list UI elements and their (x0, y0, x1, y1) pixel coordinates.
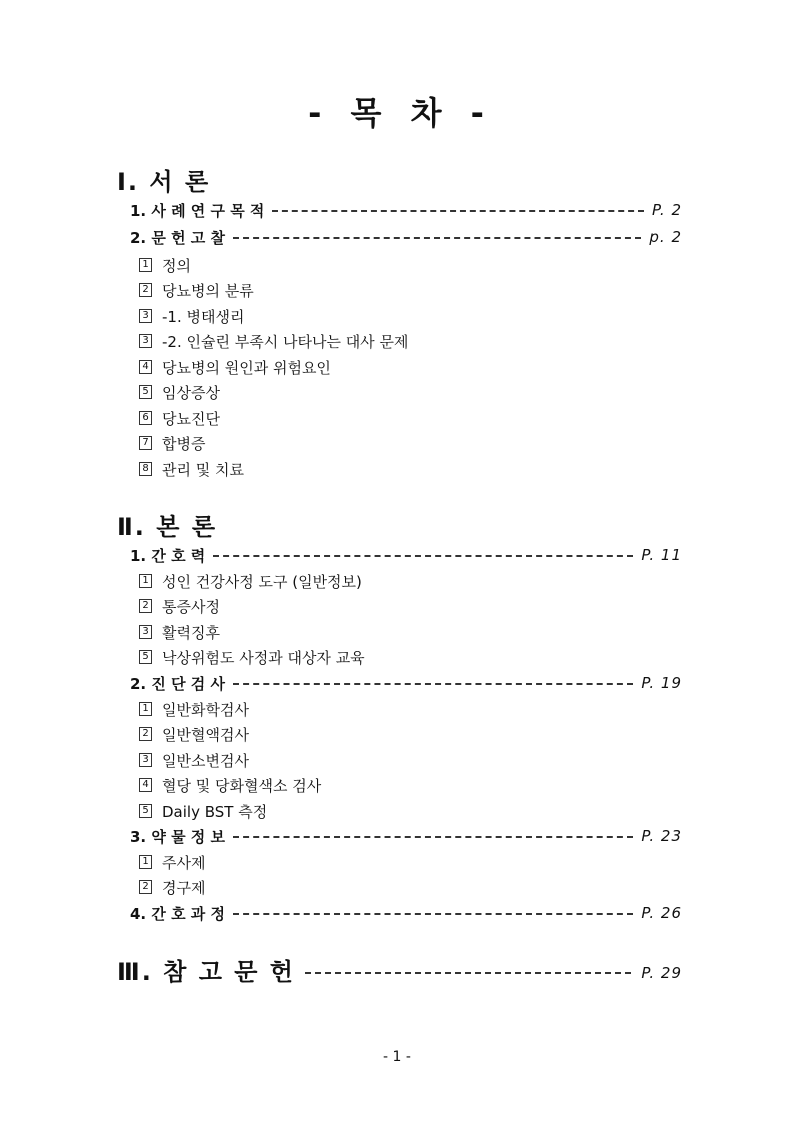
toc-subentry[interactable] (139, 698, 249, 720)
toc-entry-label: 3. 약 물 정 보 (130, 827, 225, 846)
toc-subentry[interactable] (139, 356, 331, 378)
toc-entry-label: 1. 사 례 연 구 목 적 (130, 201, 265, 220)
toc-subentry[interactable] (139, 570, 362, 592)
section-heading-main: Ⅱ. 본 론 (117, 513, 218, 541)
toc-subentry[interactable] (139, 330, 408, 352)
number-box: 1 (139, 258, 152, 272)
toc-subentry[interactable] (139, 254, 191, 276)
toc-subentry-label: 혈당 및 당화혈색소 검사 (162, 776, 322, 795)
toc-entry-page: P. 26 (641, 904, 682, 922)
toc-entry-page: P. 19 (641, 674, 682, 692)
toc-subentry-label: 일반혈액검사 (162, 725, 249, 744)
number-box: 6 (139, 411, 152, 425)
number-box: 7 (139, 436, 152, 450)
toc-subentry-label: 주사제 (162, 853, 206, 872)
toc-entry[interactable] (130, 901, 682, 925)
toc-entry-page: p. 2 (649, 228, 682, 246)
toc-subentry[interactable] (139, 800, 267, 822)
number-box: 4 (139, 360, 152, 374)
toc-entry[interactable] (130, 543, 682, 567)
toc-subentry[interactable] (139, 381, 220, 403)
number-box: 3 (139, 309, 152, 323)
toc-entry[interactable] (130, 198, 682, 222)
toc-subentry-label: 관리 및 치료 (162, 460, 244, 479)
toc-subentry-label: 당뇨진단 (162, 409, 220, 428)
toc-entry-page: P. 29 (641, 964, 682, 982)
toc-subentry-label: 임상증상 (162, 383, 220, 402)
number-box: 1 (139, 702, 152, 716)
number-box: 1 (139, 855, 152, 869)
number-box: 3 (139, 625, 152, 639)
toc-subentry[interactable] (139, 305, 244, 327)
toc-subentry[interactable] (139, 723, 249, 745)
number-box: 2 (139, 283, 152, 297)
toc-entry[interactable] (130, 824, 682, 848)
toc-subentry[interactable] (139, 458, 244, 480)
toc-subentry[interactable] (139, 279, 254, 301)
toc-subentry-label: 성인 건강사정 도구 (일반정보) (162, 572, 362, 591)
number-box: 5 (139, 804, 152, 818)
section-heading-references: Ⅲ. 참 고 문 헌 (117, 957, 295, 986)
toc-subentry[interactable] (139, 646, 365, 668)
section-heading-intro: Ⅰ. 서 론 (117, 168, 211, 196)
number-box: 2 (139, 880, 152, 894)
toc-entry[interactable] (130, 225, 682, 249)
toc-entry-label: 1. 간 호 력 (130, 546, 206, 565)
toc-subentry-label: -1. 병태생리 (162, 307, 245, 326)
toc-subentry-label: 일반화학검사 (162, 700, 249, 719)
toc-subentry-label: 당뇨병의 원인과 위험요인 (162, 358, 331, 377)
toc-entry-references[interactable] (117, 954, 682, 984)
number-box: 3 (139, 334, 152, 348)
leader-dots (213, 555, 633, 557)
toc-subentry-label: 통증사정 (162, 597, 220, 616)
toc-entry-label: 4. 간 호 과 정 (130, 904, 225, 923)
leader-dots (233, 836, 633, 838)
number-box: 1 (139, 574, 152, 588)
toc-subentry-label: 정의 (162, 256, 191, 275)
number-box: 5 (139, 650, 152, 664)
toc-entry-page: P. 11 (641, 546, 682, 564)
toc-subentry[interactable] (139, 432, 205, 454)
number-box: 5 (139, 385, 152, 399)
toc-subentry-label: 합병증 (162, 434, 206, 453)
page-title: - 목 차 - (308, 94, 486, 132)
toc-entry-label: 2. 진 단 검 사 (130, 674, 225, 693)
toc-subentry-label: -2. 인슐린 부족시 나타나는 대사 문제 (162, 332, 409, 351)
toc-subentry-label: 경구제 (162, 878, 206, 897)
toc-subentry[interactable] (139, 407, 220, 429)
toc-subentry[interactable] (139, 876, 205, 898)
toc-entry-label: 2. 문 헌 고 찰 (130, 228, 225, 247)
leader-dots (305, 972, 631, 974)
toc-subentry-label: Daily BST 측정 (162, 802, 268, 821)
toc-subentry[interactable] (139, 595, 220, 617)
toc-entry-page: P. 2 (651, 201, 682, 219)
number-box: 2 (139, 599, 152, 613)
number-box: 2 (139, 727, 152, 741)
leader-dots (233, 683, 633, 685)
leader-dots (233, 913, 633, 915)
toc-entry[interactable] (130, 671, 682, 695)
leader-dots (233, 237, 641, 239)
number-box: 3 (139, 753, 152, 767)
toc-subentry-label: 당뇨병의 분류 (162, 281, 254, 300)
page-number: - 1 - (383, 1049, 411, 1065)
toc-subentry[interactable] (139, 621, 220, 643)
toc-subentry[interactable] (139, 749, 249, 771)
number-box: 4 (139, 778, 152, 792)
toc-subentry-label: 낙상위험도 사정과 대상자 교육 (162, 648, 365, 667)
toc-subentry-label: 활력징후 (162, 623, 220, 642)
toc-entry-page: P. 23 (641, 827, 682, 845)
toc-subentry[interactable] (139, 851, 205, 873)
toc-subentry[interactable] (139, 774, 321, 796)
toc-subentry-label: 일반소변검사 (162, 751, 249, 770)
leader-dots (272, 210, 644, 212)
number-box: 8 (139, 462, 152, 476)
